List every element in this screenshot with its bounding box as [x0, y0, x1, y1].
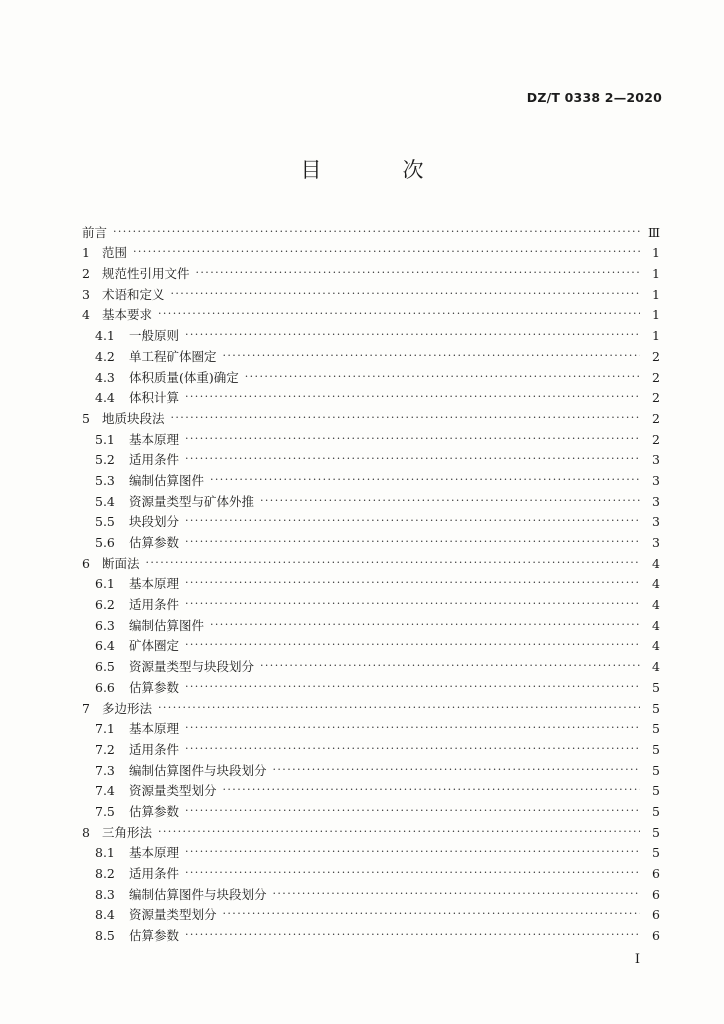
toc-entry-title: 估算参数	[129, 679, 180, 695]
toc-entry-page: 5	[652, 700, 660, 716]
toc-entry-title: 地质块段法	[102, 410, 165, 426]
toc-entry-title: 基本原理	[129, 431, 180, 447]
toc-entry-title: 估算参数	[129, 928, 180, 944]
toc-entry-number: 5.1	[95, 431, 115, 447]
toc-entry-number: 8.1	[95, 845, 115, 861]
toc-entry[interactable]	[82, 695, 660, 716]
toc-entry-number: 6.1	[95, 576, 115, 592]
toc-entry[interactable]	[82, 343, 660, 364]
toc-leader-dots	[113, 225, 640, 239]
toc-leader-dots	[185, 432, 640, 446]
toc-entry-page: 5	[652, 803, 660, 819]
toc-entry-title: 一般原则	[129, 328, 180, 344]
toc-leader-dots	[210, 473, 640, 487]
toc-entry-page: 1	[652, 307, 660, 323]
toc-leader-dots	[185, 452, 640, 466]
toc-entry[interactable]	[82, 819, 660, 840]
toc-entry-title: 基本原理	[129, 721, 180, 737]
toc-leader-dots	[185, 804, 640, 818]
toc-entry-page: 4	[652, 659, 660, 675]
toc-leader-dots	[185, 328, 640, 342]
toc-entry-title: 基本要求	[102, 307, 153, 323]
toc-entry[interactable]	[82, 364, 660, 385]
toc-leader-dots	[185, 597, 640, 611]
toc-entry[interactable]	[82, 322, 660, 343]
toc-entry-page: 3	[652, 493, 660, 509]
toc-entry-page: 4	[652, 597, 660, 613]
toc-leader-dots	[245, 370, 640, 384]
toc-entry[interactable]	[82, 260, 660, 281]
toc-entry-title: 编制估算图件与块段划分	[129, 886, 267, 902]
toc-entry[interactable]	[82, 757, 660, 778]
toc-entry[interactable]	[82, 488, 660, 509]
toc-leader-dots	[158, 701, 640, 715]
toc-leader-dots	[171, 287, 640, 301]
toc-entry[interactable]	[82, 798, 660, 819]
toc-entry[interactable]	[82, 881, 660, 902]
toc-entry-title: 前言	[82, 224, 108, 240]
toc-entry-page: 2	[652, 390, 660, 406]
toc-entry[interactable]	[82, 281, 660, 302]
toc-entry[interactable]	[82, 591, 660, 612]
toc-entry-title: 块段划分	[129, 514, 180, 530]
toc-entry[interactable]	[82, 674, 660, 695]
toc-entry[interactable]	[82, 716, 660, 737]
toc-entry-number: 7.2	[95, 741, 115, 757]
toc-leader-dots	[196, 266, 640, 280]
toc-entry-title: 适用条件	[129, 597, 180, 613]
toc-entry-page: 5	[652, 762, 660, 778]
toc-entry-title: 断面法	[102, 555, 140, 571]
toc-entry-number: 2	[82, 266, 90, 282]
toc-entry-title: 估算参数	[129, 535, 180, 550]
toc-entry-number: 5.3	[95, 472, 115, 488]
toc-leader-dots	[185, 742, 640, 756]
toc-entry-page: 5	[652, 824, 660, 840]
toc-entry-title: 多边形法	[102, 700, 153, 716]
toc-entry[interactable]	[82, 447, 660, 468]
toc-entry[interactable]	[82, 860, 660, 881]
toc-leader-dots	[185, 928, 640, 942]
toc-entry-title: 三角形法	[102, 824, 153, 840]
toc-leader-dots	[273, 763, 640, 777]
toc-entry-page: 2	[652, 348, 660, 364]
toc-entry-title: 术语和定义	[102, 286, 165, 302]
toc-entry-number: 6.6	[95, 679, 115, 695]
toc-entry-number: 6.4	[95, 638, 115, 654]
toc-entry-number: 7.3	[95, 762, 115, 778]
toc-entry-number: 5	[82, 410, 90, 426]
toc-entry-page: 6	[652, 928, 660, 944]
toc-entry-page: 5	[652, 679, 660, 695]
toc-entry-title: 适用条件	[129, 741, 180, 757]
toc-entry-page: 1	[652, 245, 660, 261]
toc-entry-title: 体积计算	[129, 390, 180, 406]
toc-entry[interactable]	[82, 633, 660, 654]
toc-entry-title: 编制估算图件	[129, 472, 205, 488]
toc-entry-page: Ⅲ	[647, 224, 660, 240]
toc-leader-dots	[146, 556, 640, 570]
toc-entry-number: 5.4	[95, 493, 115, 509]
toc-entry-page: 4	[652, 555, 660, 571]
toc-entry-number: 6	[82, 555, 90, 571]
toc-entry-number: 4.2	[95, 348, 115, 364]
toc-entry[interactable]	[82, 405, 660, 426]
toc-entry[interactable]	[82, 550, 660, 571]
toc-entry[interactable]	[82, 840, 660, 861]
toc-entry-title: 单工程矿体圈定	[129, 348, 217, 364]
toc-entry[interactable]	[82, 426, 660, 447]
toc-entry-page: 2	[652, 431, 660, 447]
toc-entry-page: 4	[652, 617, 660, 633]
toc-entry-page: 1	[652, 328, 660, 344]
toc-entry-title: 资源量类型划分	[129, 907, 217, 923]
toc-leader-dots	[185, 514, 640, 528]
toc-entry-number: 6.3	[95, 617, 115, 633]
toc-entry-title: 体积质量(体重)确定	[129, 369, 239, 385]
toc-leader-dots	[223, 907, 640, 921]
toc-entry-page: 4	[652, 576, 660, 592]
toc-entry-page: 5	[652, 845, 660, 861]
toc-leader-dots	[185, 535, 640, 549]
toc-entry[interactable]	[82, 302, 660, 323]
toc-entry-number: 7	[82, 700, 90, 716]
toc-entry-number: 4.3	[95, 369, 115, 385]
toc-entry[interactable]	[82, 902, 660, 923]
toc-leader-dots	[158, 307, 640, 321]
toc-entry-number: 6.5	[95, 659, 115, 675]
toc-entry-page: 3	[652, 452, 660, 468]
toc-entry-title: 矿体圈定	[129, 638, 180, 654]
toc-entry-number: 8	[82, 824, 90, 840]
toc-leader-dots	[158, 825, 640, 839]
toc-entry-page: 6	[652, 866, 660, 881]
toc-entry-page: 6	[652, 886, 660, 902]
page-title: 目 次	[300, 158, 454, 182]
toc-entry-title: 资源量类型与块段划分	[129, 659, 255, 675]
toc-entry-page: 5	[652, 783, 660, 799]
toc-entry-number: 4	[82, 307, 90, 323]
toc-entry-number: 8.2	[95, 866, 115, 881]
toc-entry-number: 8.5	[95, 928, 115, 944]
toc-entry-number: 6.2	[95, 597, 115, 613]
toc-leader-dots	[133, 245, 640, 259]
toc-entry-number: 5.5	[95, 514, 115, 530]
toc-entry[interactable]	[82, 571, 660, 592]
toc-entry[interactable]	[82, 529, 660, 550]
page-number: I	[634, 952, 640, 967]
document-code: DZ/T 0338 2—2020	[526, 90, 662, 105]
toc-entry-page: 6	[652, 907, 660, 923]
toc-entry-title: 规范性引用文件	[102, 266, 190, 282]
toc-entry[interactable]	[82, 467, 660, 488]
toc-entry-number: 1	[82, 245, 90, 261]
toc-entry-title: 编制估算图件与块段划分	[129, 762, 267, 778]
toc-entry-page: 2	[652, 410, 660, 426]
toc-leader-dots	[185, 390, 640, 404]
toc-entry-page: 5	[652, 721, 660, 737]
toc-entry[interactable]	[82, 922, 660, 943]
toc-leader-dots	[223, 783, 640, 797]
toc-entry[interactable]	[82, 736, 660, 757]
toc-leader-dots	[223, 349, 640, 363]
toc-entry-title: 资源量类型与矿体外推	[129, 493, 255, 509]
toc-entry-number: 5.2	[95, 452, 115, 468]
toc-entry-number: 8.3	[95, 886, 115, 902]
toc-entry-number: 4.1	[95, 328, 115, 344]
toc-entry-title: 资源量类型划分	[129, 783, 217, 799]
toc-entry[interactable]	[82, 653, 660, 674]
toc-entry-title: 基本原理	[129, 576, 180, 592]
toc-entry[interactable]	[82, 240, 660, 261]
toc-entry-number: 7.4	[95, 783, 115, 799]
toc-entry[interactable]	[82, 385, 660, 406]
toc-leader-dots	[185, 638, 640, 652]
toc-entry-title: 适用条件	[129, 866, 180, 881]
toc-entry-number: 5.6	[95, 535, 115, 550]
toc-entry-page: 3	[652, 472, 660, 488]
toc-leader-dots	[210, 618, 640, 632]
toc-entry-title: 编制估算图件	[129, 617, 205, 633]
toc-leader-dots	[185, 721, 640, 735]
toc-entry-number: 8.4	[95, 907, 115, 923]
toc-leader-dots	[260, 659, 640, 673]
toc-entry-number: 3	[82, 286, 90, 302]
toc-leader-dots	[185, 866, 640, 880]
toc-leader-dots	[171, 411, 640, 425]
toc-leader-dots	[185, 576, 640, 590]
toc-entry-page: 3	[652, 535, 660, 550]
toc-entry[interactable]	[82, 509, 660, 530]
toc-entry-page: 1	[652, 266, 660, 282]
toc-entry-page: 2	[652, 369, 660, 385]
toc-entry-page: 5	[652, 741, 660, 757]
toc-entry-page: 3	[652, 514, 660, 530]
toc-entry-page: 4	[652, 638, 660, 654]
toc-entry[interactable]	[82, 612, 660, 633]
table-of-contents	[82, 219, 660, 943]
toc-leader-dots	[185, 845, 640, 859]
toc-leader-dots	[260, 494, 640, 508]
toc-entry[interactable]	[82, 778, 660, 799]
toc-leader-dots	[273, 887, 640, 901]
toc-entry[interactable]	[82, 219, 660, 240]
toc-entry-number: 7.1	[95, 721, 115, 737]
toc-entry-number: 4.4	[95, 390, 115, 406]
toc-entry-number: 7.5	[95, 803, 115, 819]
toc-entry-title: 范围	[102, 245, 128, 261]
toc-entry-title: 适用条件	[129, 452, 180, 468]
toc-entry-title: 基本原理	[129, 845, 180, 861]
toc-leader-dots	[185, 680, 640, 694]
toc-entry-title: 估算参数	[129, 803, 180, 819]
toc-entry-page: 1	[652, 286, 660, 302]
